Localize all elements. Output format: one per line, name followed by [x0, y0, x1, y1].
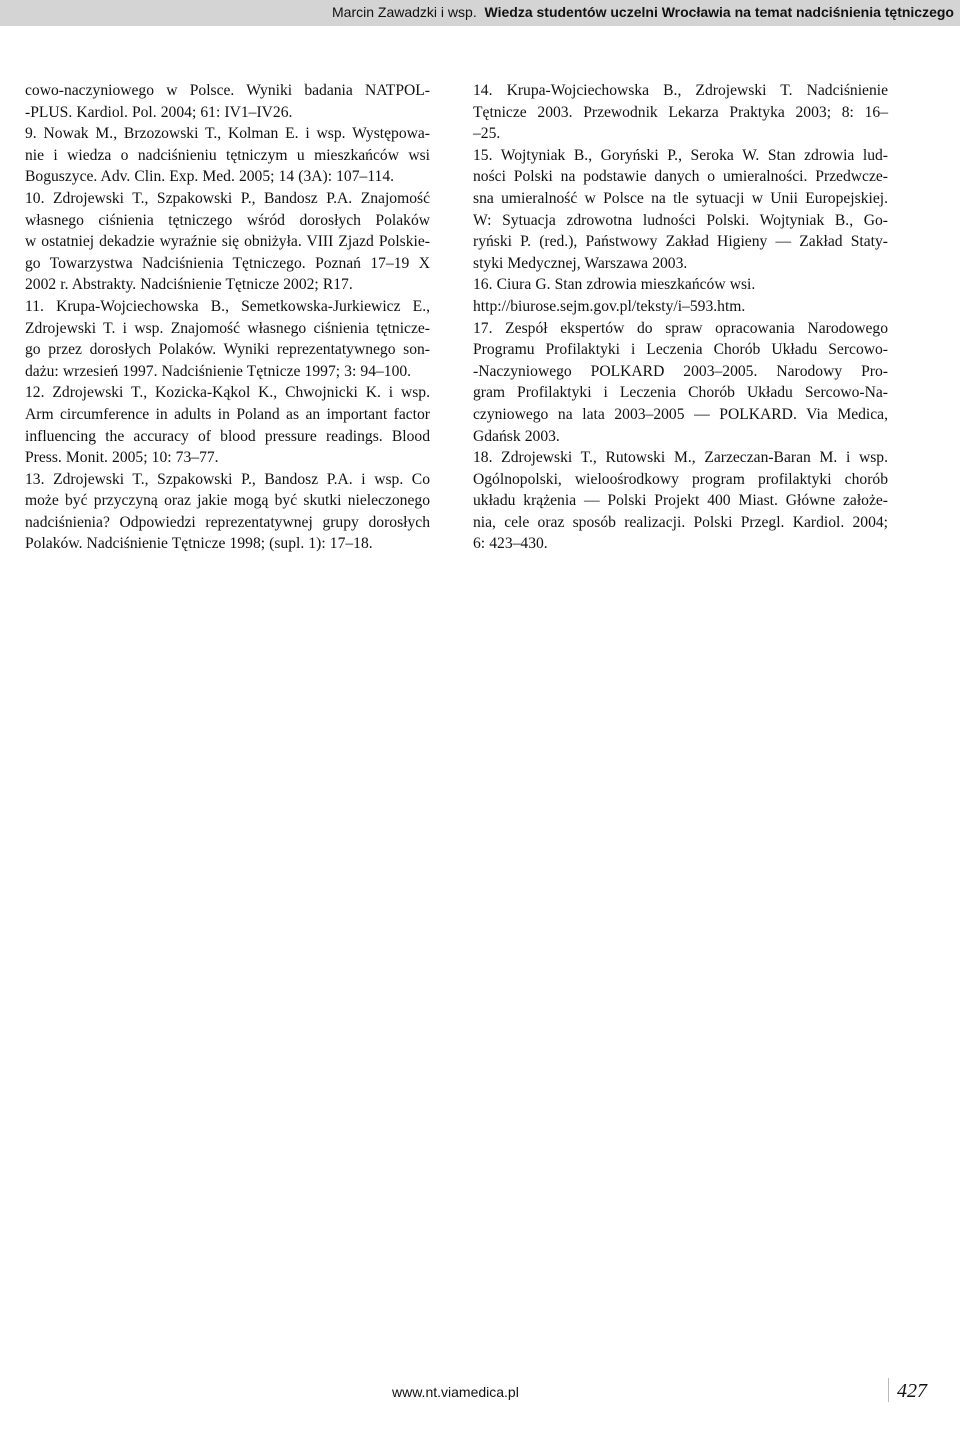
reference-line: W: Sytuacja zdrowotna ludności Polski. Wojtyniak B., Go- — [473, 211, 888, 229]
reference-line: Press. Monit. 2005; 10: 73–77. — [25, 449, 219, 467]
reference-line: sna umieralność w Polsce na tle sytuacji w Unii Europejskiej. — [473, 189, 888, 207]
reference-line: może być przyczyną oraz jakie mogą być skutki nieleczonego — [25, 492, 430, 510]
reference-line: 18. Zdrojewski T., Rutowski M., Zarzeczan-Baran M. i wsp. — [473, 449, 888, 467]
reference-line: 2002 r. Abstrakty. Nadciśnienie Tętnicze 2002; R17. — [25, 276, 353, 294]
reference-line: Programu Profilaktyki i Leczenia Chorób Układu Sercowo- — [473, 341, 888, 359]
reference-line: 17. Zespół ekspertów do spraw opracowania Narodowego — [473, 319, 888, 337]
reference-line: 9. Nowak M., Brzozowski T., Kolman E. i wsp. Występowa- — [25, 125, 430, 143]
reference-line: Polaków. Nadciśnienie Tętnicze 1998; (supl. 1): 17–18. — [25, 535, 373, 553]
reference-line: Ogólnopolski, wieloośrodkowy program profilaktyki chorób — [473, 470, 888, 488]
reference-line: influencing the accuracy of blood pressure readings. Blood — [25, 427, 430, 445]
reference-line: 14. Krupa-Wojciechowska B., Zdrojewski T. Nadciśnienie — [473, 82, 888, 99]
running-header-text — [332, 4, 954, 20]
reference-line: –25. — [473, 125, 501, 143]
reference-line: Zdrojewski T. i wsp. Znajomość własnego ciśnienia tętnicze- — [25, 319, 430, 337]
reference-line: Gdańsk 2003. — [473, 427, 560, 445]
page-number: 427 — [897, 1380, 927, 1402]
reference-line: go Towarzystwa Nadciśnienia Tętniczego. Poznań 17–19 X — [25, 254, 430, 272]
reference-line: nadciśnienia? Odpowiedzi reprezentatywnej grupy dorosłych — [25, 513, 430, 531]
reference-line: -PLUS. Kardiol. Pol. 2004; 61: IV1–IV26. — [25, 103, 293, 121]
reference-line: 11. Krupa-Wojciechowska B., Semetkowska-Jurkiewicz E., — [25, 297, 430, 315]
reference-line: 12. Zdrojewski T., Kozicka-Kąkol K., Chwojnicki K. i wsp. — [25, 384, 430, 402]
reference-line: cowo-naczyniowego w Polsce. Wyniki badania NATPOL- — [25, 82, 430, 99]
reference-line: Boguszyce. Adv. Clin. Exp. Med. 2005; 14 (3A): 107–114. — [25, 168, 395, 186]
reference-line: 15. Wojtyniak B., Goryński P., Seroka W. Stan zdrowia lud- — [473, 146, 888, 164]
reference-line: -Naczyniowego POLKARD 2003–2005. Narodowy Pro- — [473, 362, 888, 380]
reference-line: gram Profilaktyki i Leczenia Chorób Układu Sercowo-Na- — [473, 384, 888, 402]
footer-divider — [888, 1378, 889, 1402]
reference-line: ryński P. (red.), Państwowy Zakład Higieny — Zakład Staty- — [473, 233, 888, 251]
reference-line: nia, cele oraz sposób realizacji. Polski Przegl. Kardiol. 2004; — [473, 513, 888, 531]
references-right-column — [473, 80, 888, 555]
header-authors: Marcin Zawadzki i wsp. — [332, 4, 477, 20]
running-header — [0, 0, 960, 26]
reference-line: http://biurose.sejm.gov.pl/teksty/i–593.htm. — [473, 297, 746, 315]
reference-line: w ostatniej dekadzie wyraźnie się obniżyła. VIII Zjazd Polskie- — [25, 233, 430, 251]
reference-line: 10. Zdrojewski T., Szpakowski P., Bandosz P.A. Znajomość — [25, 189, 430, 207]
reference-line: nie i wiedza o nadciśnieniu tętniczym u mieszkańców wsi — [25, 146, 430, 164]
reference-line: Arm circumference in adults in Poland as an important factor — [25, 405, 430, 423]
reference-line: układu krążenia — Polski Projekt 400 Miast. Główne założe- — [473, 492, 888, 510]
footer-url: www.nt.viamedica.pl — [392, 1384, 519, 1400]
reference-line: go przez dorosłych Polaków. Wyniki reprezentatywnego son- — [25, 341, 430, 359]
reference-line: czyniowego na lata 2003–2005 — POLKARD. Via Medica, — [473, 405, 888, 423]
reference-line: ności Polski na podstawie danych o umieralności. Przedwcze- — [473, 168, 888, 186]
reference-line: Tętnicze 2003. Przewodnik Lekarza Praktyka 2003; 8: 16– — [473, 103, 888, 121]
header-title: Wiedza studentów uczelni Wrocławia na temat nadciśnienia tętniczego — [484, 4, 954, 20]
reference-line: dażu: wrzesień 1997. Nadciśnienie Tętnicze 1997; 3: 94–100. — [25, 362, 412, 380]
references-left-column — [25, 80, 430, 555]
reference-line: 13. Zdrojewski T., Szpakowski P., Bandosz P.A. i wsp. Co — [25, 470, 430, 488]
reference-line: 6: 423–430. — [473, 535, 548, 553]
reference-line: własnego ciśnienia tętniczego wśród dorosłych Polaków — [25, 211, 430, 229]
reference-line: styki Medycznej, Warszawa 2003. — [473, 254, 688, 272]
reference-line: 16. Ciura G. Stan zdrowia mieszkańców wsi. — [473, 276, 756, 294]
